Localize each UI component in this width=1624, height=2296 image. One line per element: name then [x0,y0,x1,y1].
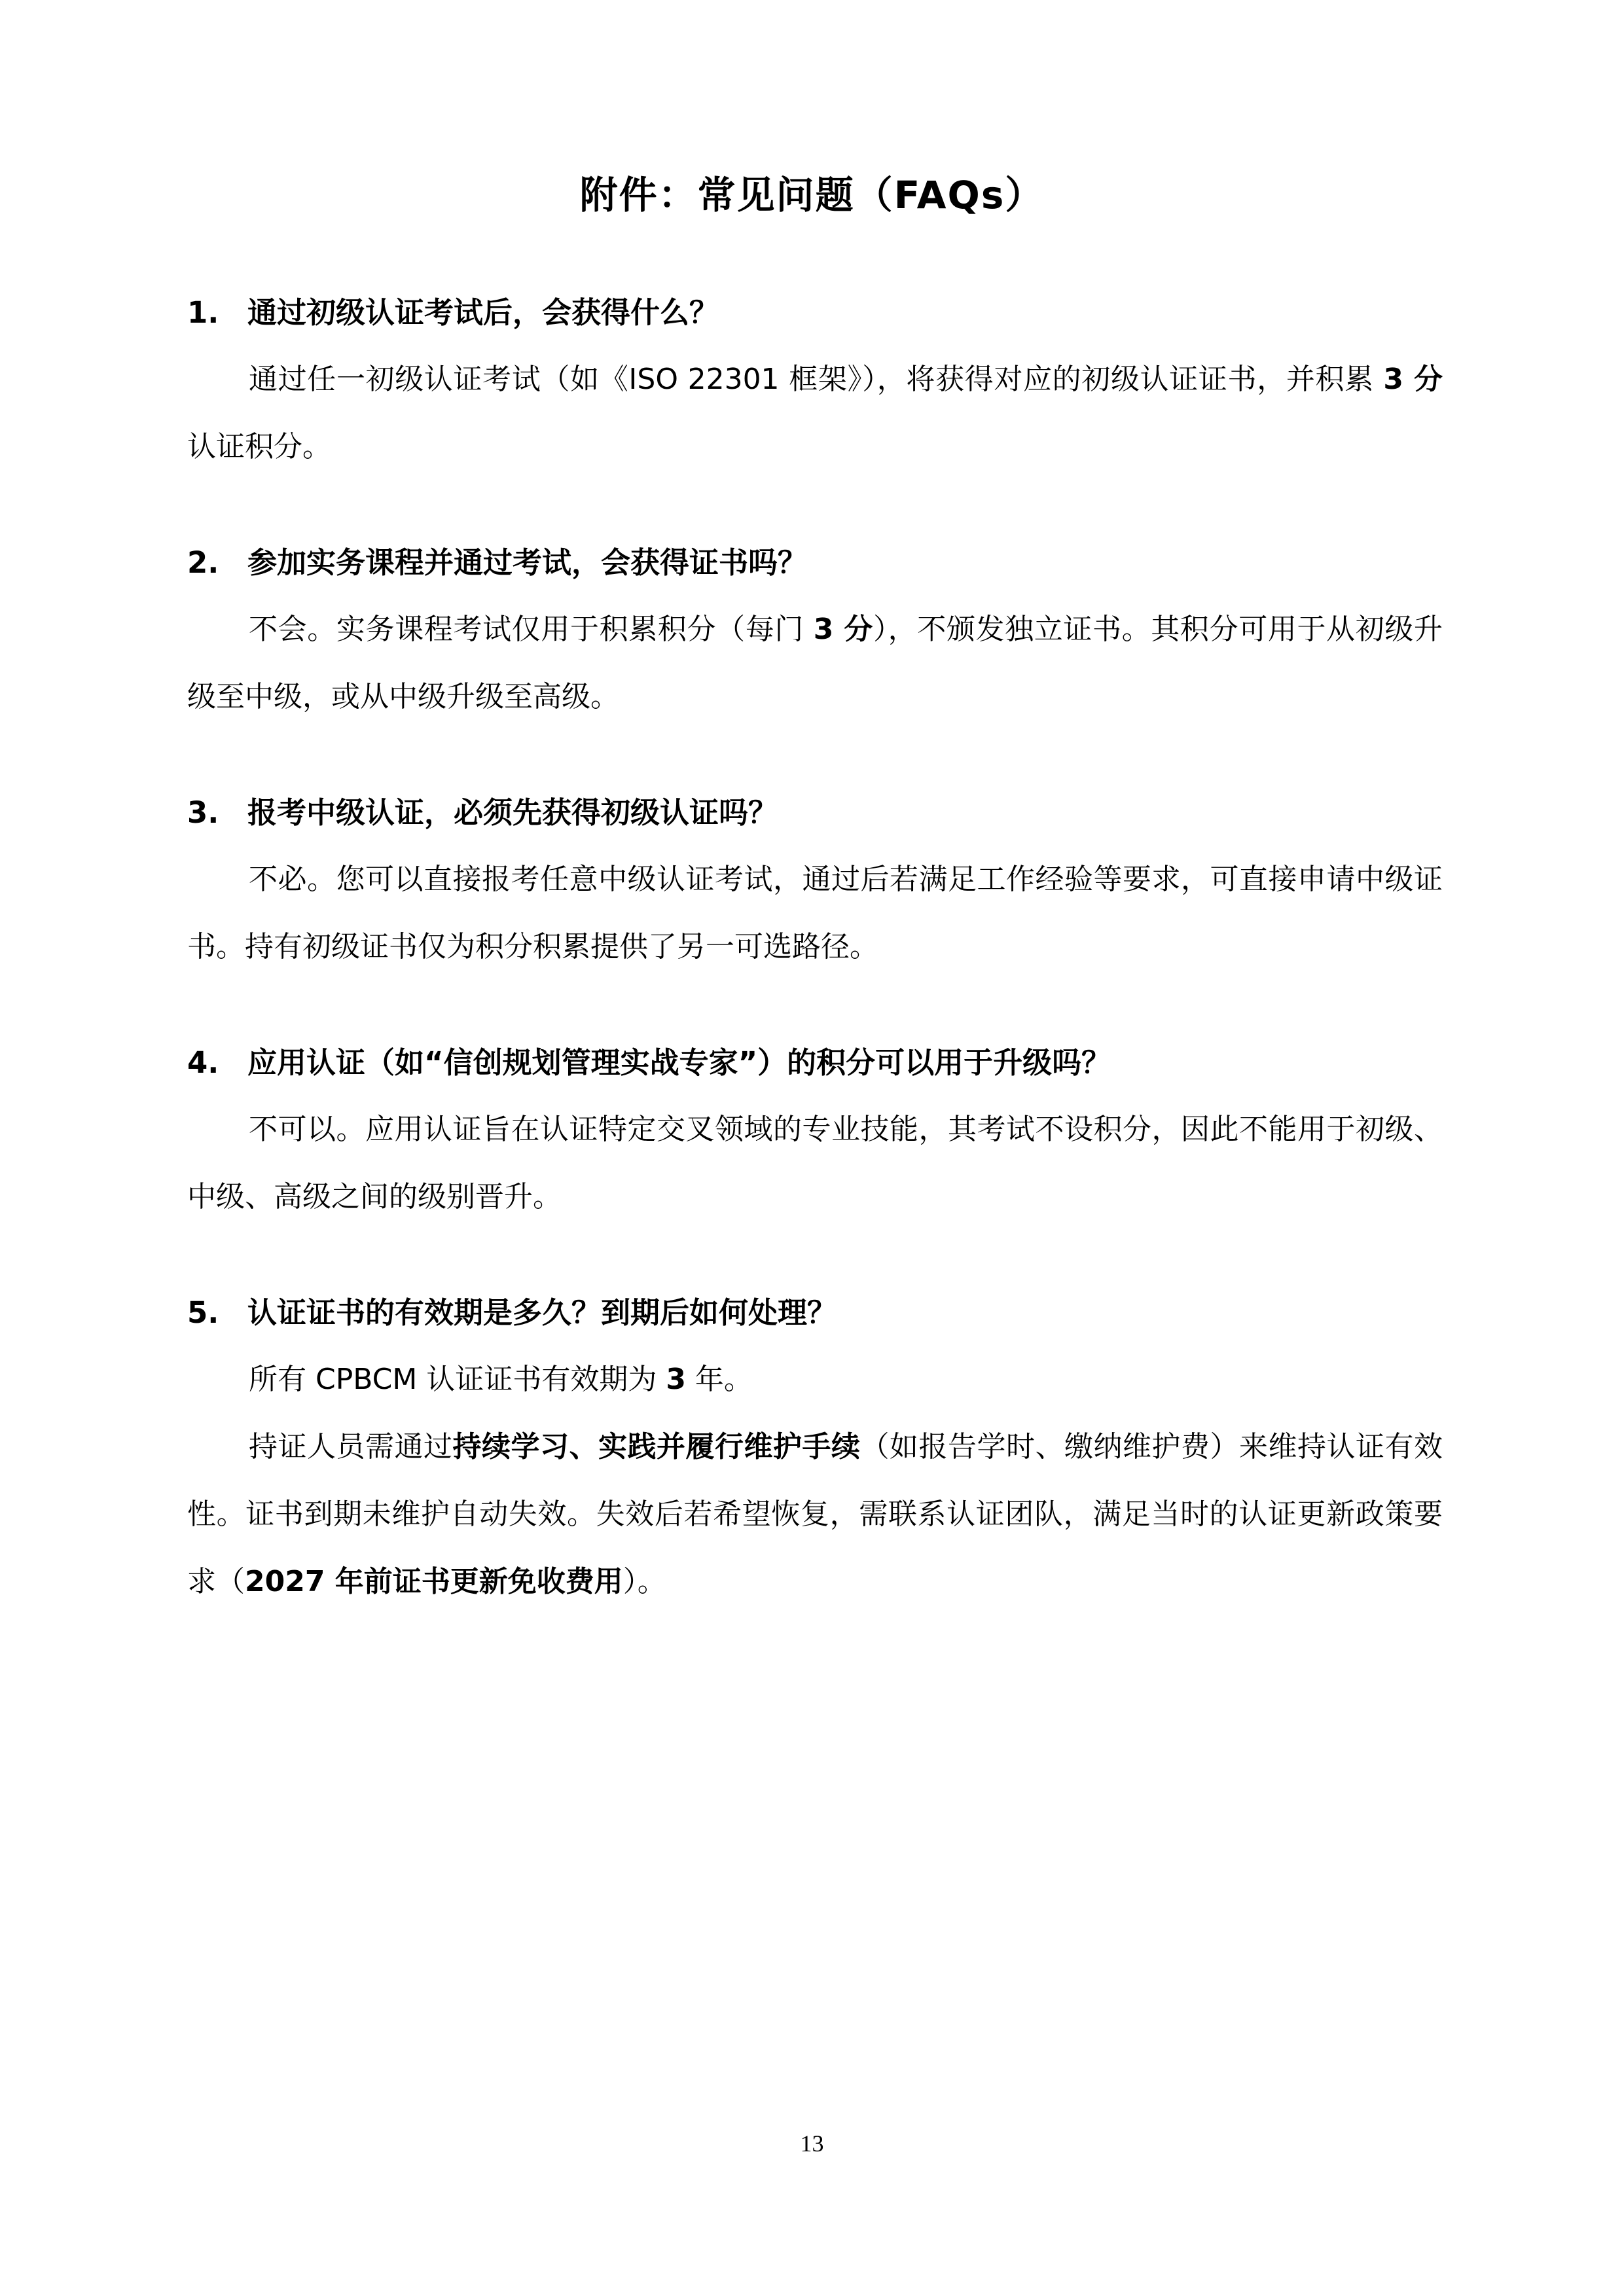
faq-question-text: 报考中级认证，必须先获得初级认证吗？ [247,795,778,830]
answer-text: ），不颁发独立证书。其积分可用于从初级升级至中级，或从中级升级至高级。 [187,613,1443,713]
faq-item-1 [187,289,1443,480]
answer-text: ）。 [623,1565,666,1598]
answer-lead: 不会 [249,613,308,646]
faq-question-text: 通过初级认证考试后，会获得什么？ [247,295,719,330]
faq-question-text: 应用认证（如“信创规划管理实战专家”）的积分可以用于升级吗？ [247,1045,1111,1080]
answer-text: 持证人员需通过 [249,1430,453,1463]
answer-lead: 不必 [249,863,307,896]
answer-bold: 3 分 [813,613,873,646]
faq-number: 4. [187,1045,219,1080]
answer-text: 。应用认证旨在认证特定交叉领域的专业技能，其考试不设积分，因此不能用于初级、中级、高级之间的级别晋升。 [187,1113,1443,1213]
faq-answer-4 [187,1096,1443,1230]
faq-item-4 [187,1039,1443,1230]
faq-item-3 [187,789,1443,980]
faq-item-5 [187,1289,1443,1615]
answer-text: （如报告学时、缴纳维护费）来维持认证有效性。证书到期未维护自动失效。失效后若希望恢复，需联系认证团队，满足当时的认证更新政策要求（ [187,1430,1443,1598]
faq-question-text: 参加实务课程并通过考试，会获得证书吗？ [247,545,808,580]
answer-bold: 3 分 [1383,363,1443,396]
answer-text: 年。 [685,1363,753,1396]
faq-item-2 [187,539,1443,730]
answer-bold: 持续学习、实践并履行维护手续 [452,1430,861,1463]
faq-question-2 [187,539,1443,586]
answer-bold: 3 [666,1363,686,1396]
answer-text: 所有 CPBCM 认证证书有效期为 [249,1363,666,1396]
answer-text: 通过任一初级认证考试（如《ISO 22301 框架》），将获得对应的初级认证证书，并积累 [249,363,1384,396]
answer-text: 认证积分。 [187,430,331,463]
faq-answer-1 [187,346,1443,480]
faq-number: 2. [187,545,219,580]
faq-question-5 [187,1289,1443,1336]
faq-question-text: 认证证书的有效期是多久？到期后如何处理？ [247,1295,837,1330]
faq-answer-2 [187,596,1443,730]
faq-answer-5b [187,1413,1443,1615]
faq-list [187,289,1443,1674]
page-number: 13 [800,2130,824,2157]
faq-question-1 [187,289,1443,336]
answer-text: 。实务课程考试仅用于积累积分（每门 [307,613,814,646]
faq-number: 5. [187,1295,219,1330]
faq-question-3 [187,789,1443,836]
faq-number: 3. [187,795,219,830]
faq-question-4 [187,1039,1443,1086]
answer-bold: 2027 年前证书更新免收费用 [245,1565,623,1598]
page-title: 附件：常见问题（FAQs） [579,173,1045,217]
faq-number: 1. [187,295,219,330]
answer-lead: 不可以 [249,1113,336,1146]
faq-answer-5a [187,1346,1443,1413]
answer-text: 。您可以直接报考任意中级认证考试，通过后若满足工作经验等要求，可直接申请中级证书。持有初级证书仅为积分积累提供了另一可选路径。 [187,863,1443,963]
faq-answer-3 [187,846,1443,980]
